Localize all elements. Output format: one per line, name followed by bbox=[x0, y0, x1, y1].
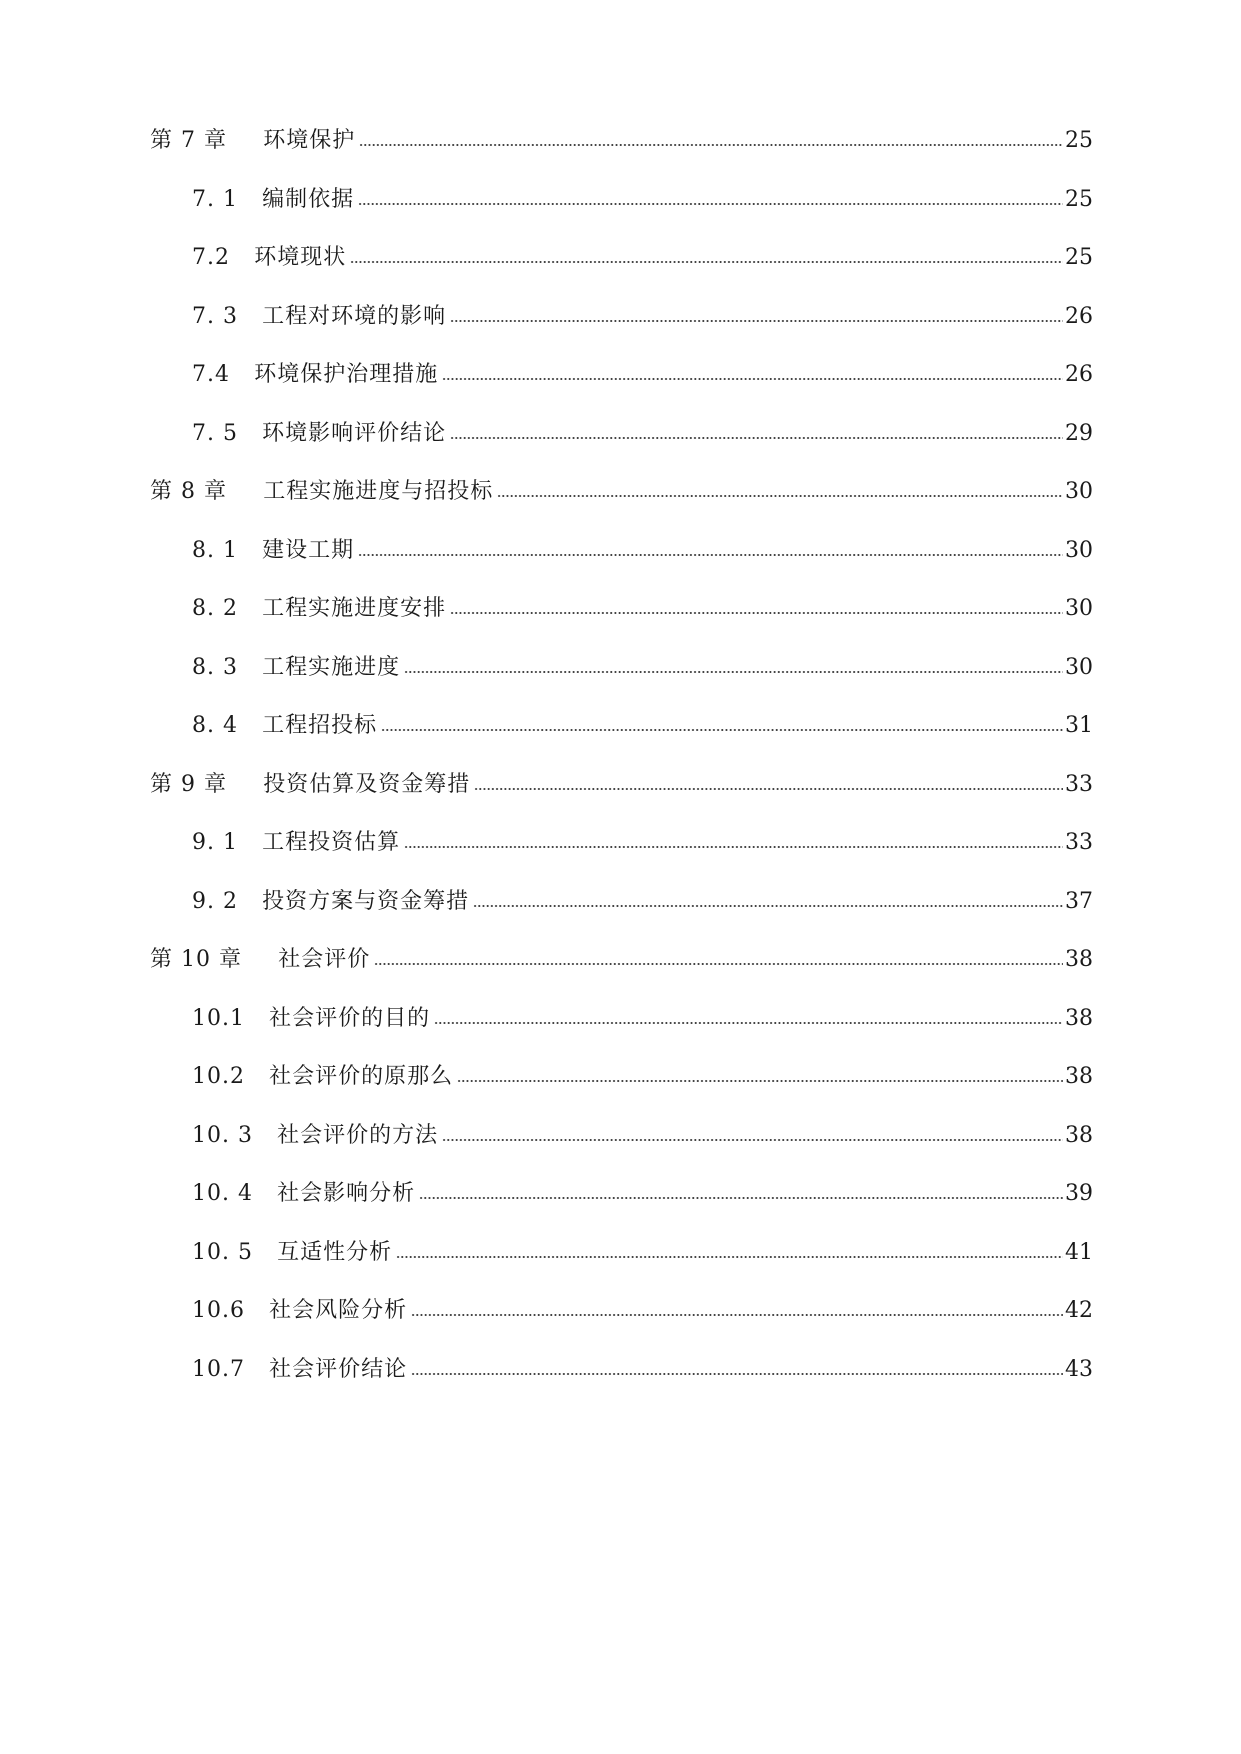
toc-row bbox=[0, 185, 1241, 244]
toc-entry-link-4[interactable] bbox=[192, 360, 1093, 390]
dot-leader bbox=[358, 201, 1063, 207]
toc-entry-page: 25 bbox=[1065, 128, 1093, 153]
toc-row bbox=[0, 126, 1241, 185]
toc-entry-title: 社会评价结论 bbox=[269, 1356, 408, 1382]
toc-entry-title: 环境保护 bbox=[263, 128, 356, 153]
toc-row bbox=[0, 1296, 1241, 1355]
toc-row bbox=[0, 1355, 1241, 1414]
toc-entry-link-21[interactable] bbox=[192, 1355, 1093, 1385]
toc-entry-number: 8. 2 bbox=[192, 596, 238, 621]
toc-row bbox=[0, 243, 1241, 302]
toc-entry-number: 7. 3 bbox=[192, 303, 238, 329]
toc-entry-number: 10.6 bbox=[192, 1298, 245, 1323]
toc-entry-number: 第 8 章 bbox=[150, 479, 227, 504]
toc-entry-number: 9. 2 bbox=[192, 888, 238, 914]
toc-entry-page: 30 bbox=[1065, 654, 1093, 680]
toc-entry-number: 7. 5 bbox=[192, 420, 238, 446]
toc-entry-number: 7. 1 bbox=[192, 186, 238, 212]
toc-entry-title: 社会评价的目的 bbox=[269, 1005, 431, 1031]
toc-entry-title: 编制依据 bbox=[262, 186, 355, 212]
toc-entry-link-12[interactable] bbox=[192, 828, 1093, 858]
dot-leader bbox=[434, 1020, 1063, 1026]
dot-leader bbox=[473, 903, 1063, 909]
toc-entry-page: 29 bbox=[1065, 420, 1093, 446]
toc-entry-page: 30 bbox=[1065, 479, 1093, 504]
toc-row bbox=[0, 711, 1241, 770]
toc-entry-page: 39 bbox=[1065, 1181, 1093, 1206]
toc-entry-number: 第 9 章 bbox=[150, 771, 227, 797]
toc-entry-title: 工程实施进度 bbox=[262, 654, 401, 680]
toc-entry-page: 42 bbox=[1065, 1298, 1093, 1323]
toc-entry-title: 社会风险分析 bbox=[269, 1298, 408, 1323]
toc-row bbox=[0, 419, 1241, 478]
toc-entry-number: 10.7 bbox=[192, 1356, 245, 1382]
toc-entry-title: 投资方案与资金筹措 bbox=[262, 888, 470, 914]
toc-entry-link-9[interactable] bbox=[192, 653, 1093, 683]
toc-entry-title: 环境影响评价结论 bbox=[262, 420, 447, 446]
toc-entry-title: 工程实施进度与招投标 bbox=[263, 479, 494, 504]
toc-entry-title: 社会评价的原那么 bbox=[269, 1064, 454, 1089]
dot-leader bbox=[350, 259, 1063, 265]
toc-row bbox=[0, 945, 1241, 1004]
toc-entry-title: 工程招投标 bbox=[262, 713, 378, 738]
dot-leader bbox=[359, 142, 1063, 148]
toc-row bbox=[0, 1062, 1241, 1121]
toc-entry-title: 工程实施进度安排 bbox=[262, 596, 447, 621]
toc-entry-link-7[interactable] bbox=[192, 536, 1093, 566]
toc-row bbox=[0, 594, 1241, 653]
toc-entry-title: 投资估算及资金筹措 bbox=[263, 771, 471, 797]
toc-row bbox=[0, 1179, 1241, 1238]
dot-leader bbox=[450, 435, 1063, 441]
toc-entry-link-2[interactable] bbox=[192, 243, 1093, 273]
dot-leader bbox=[450, 318, 1063, 324]
toc-entry-number: 10.1 bbox=[192, 1005, 245, 1031]
dot-leader bbox=[411, 1312, 1063, 1318]
toc-entry-link-14[interactable] bbox=[150, 945, 1093, 975]
toc-entry-page: 38 bbox=[1065, 1122, 1093, 1148]
toc-entry-link-16[interactable] bbox=[192, 1062, 1093, 1092]
toc-entry-title: 互适性分析 bbox=[277, 1239, 393, 1265]
toc-entry-link-20[interactable] bbox=[192, 1296, 1093, 1326]
dot-leader bbox=[404, 669, 1063, 675]
toc-entry-page: 25 bbox=[1065, 245, 1093, 270]
dot-leader bbox=[358, 552, 1063, 558]
toc-entry-page: 38 bbox=[1065, 1064, 1093, 1089]
toc-entry-link-18[interactable] bbox=[192, 1179, 1093, 1209]
toc-row bbox=[0, 477, 1241, 536]
toc-row bbox=[0, 653, 1241, 712]
toc-entry-number: 7.2 bbox=[192, 245, 230, 270]
dot-leader bbox=[419, 1195, 1063, 1201]
toc-entry-title: 社会评价的方法 bbox=[277, 1122, 439, 1148]
toc-entry-page: 33 bbox=[1065, 830, 1093, 855]
toc-entry-number: 10. 3 bbox=[192, 1122, 253, 1148]
toc-entry-page: 41 bbox=[1065, 1239, 1093, 1265]
toc-row bbox=[0, 1238, 1241, 1297]
toc-row bbox=[0, 828, 1241, 887]
toc-entry-link-10[interactable] bbox=[192, 711, 1093, 741]
toc-row bbox=[0, 1004, 1241, 1063]
toc-entry-link-19[interactable] bbox=[192, 1238, 1093, 1268]
toc-entry-title: 环境现状 bbox=[254, 245, 347, 270]
toc-entry-link-17[interactable] bbox=[192, 1121, 1093, 1151]
toc-entry-number: 10. 5 bbox=[192, 1239, 253, 1265]
toc-entry-link-3[interactable] bbox=[192, 302, 1093, 332]
toc-entry-page: 38 bbox=[1065, 1005, 1093, 1031]
toc-entry-link-0[interactable] bbox=[150, 126, 1093, 156]
toc-entry-title: 社会评价 bbox=[278, 947, 371, 972]
toc-entry-number: 10.2 bbox=[192, 1064, 245, 1089]
toc-entry-link-11[interactable] bbox=[150, 770, 1093, 800]
toc-entry-number: 第 7 章 bbox=[150, 128, 227, 153]
toc-entry-page: 30 bbox=[1065, 537, 1093, 563]
toc-entry-link-5[interactable] bbox=[192, 419, 1093, 449]
toc-entry-page: 26 bbox=[1065, 303, 1093, 329]
toc-entry-number: 9. 1 bbox=[192, 830, 238, 855]
toc-row bbox=[0, 302, 1241, 361]
toc-entry-link-1[interactable] bbox=[192, 185, 1093, 215]
toc-entry-number: 第 10 章 bbox=[150, 947, 242, 972]
toc-row bbox=[0, 360, 1241, 419]
toc-entry-page: 25 bbox=[1065, 186, 1093, 212]
toc-entry-number: 8. 4 bbox=[192, 713, 238, 738]
toc-entry-page: 38 bbox=[1065, 947, 1093, 972]
dot-leader bbox=[374, 961, 1063, 967]
toc-entry-page: 43 bbox=[1065, 1356, 1093, 1382]
dot-leader bbox=[442, 376, 1063, 382]
toc-entry-title: 工程对环境的影响 bbox=[262, 303, 447, 329]
toc-row bbox=[0, 770, 1241, 829]
toc-entry-number: 7.4 bbox=[192, 362, 230, 387]
toc-entry-page: 31 bbox=[1065, 713, 1093, 738]
toc-entry-title: 社会影响分析 bbox=[277, 1181, 416, 1206]
dot-leader bbox=[396, 1254, 1063, 1260]
dot-leader bbox=[442, 1137, 1063, 1143]
toc-entry-title: 建设工期 bbox=[262, 537, 355, 563]
dot-leader bbox=[457, 1078, 1063, 1084]
toc-entry-link-8[interactable] bbox=[192, 594, 1093, 624]
toc-entry-number: 8. 3 bbox=[192, 654, 238, 680]
dot-leader bbox=[497, 493, 1063, 499]
toc-entry-link-15[interactable] bbox=[192, 1004, 1093, 1034]
dot-leader bbox=[411, 1371, 1063, 1377]
toc-entry-title: 工程投资估算 bbox=[262, 830, 401, 855]
toc-row bbox=[0, 536, 1241, 595]
toc-entry-number: 10. 4 bbox=[192, 1181, 253, 1206]
toc-row bbox=[0, 887, 1241, 946]
dot-leader bbox=[450, 610, 1063, 616]
toc-entry-link-6[interactable] bbox=[150, 477, 1093, 507]
toc-entry-title: 环境保护治理措施 bbox=[254, 362, 439, 387]
dot-leader bbox=[474, 786, 1063, 792]
toc-entry-page: 26 bbox=[1065, 362, 1093, 387]
toc-entry-link-13[interactable] bbox=[192, 887, 1093, 917]
toc-entry-page: 37 bbox=[1065, 888, 1093, 914]
toc-entry-page: 30 bbox=[1065, 596, 1093, 621]
toc-list bbox=[0, 126, 1241, 1413]
toc-entry-page: 33 bbox=[1065, 771, 1093, 797]
toc-row bbox=[0, 1121, 1241, 1180]
dot-leader bbox=[404, 844, 1063, 850]
dot-leader bbox=[381, 727, 1063, 733]
table-of-contents bbox=[0, 126, 1241, 1413]
toc-entry-number: 8. 1 bbox=[192, 537, 238, 563]
